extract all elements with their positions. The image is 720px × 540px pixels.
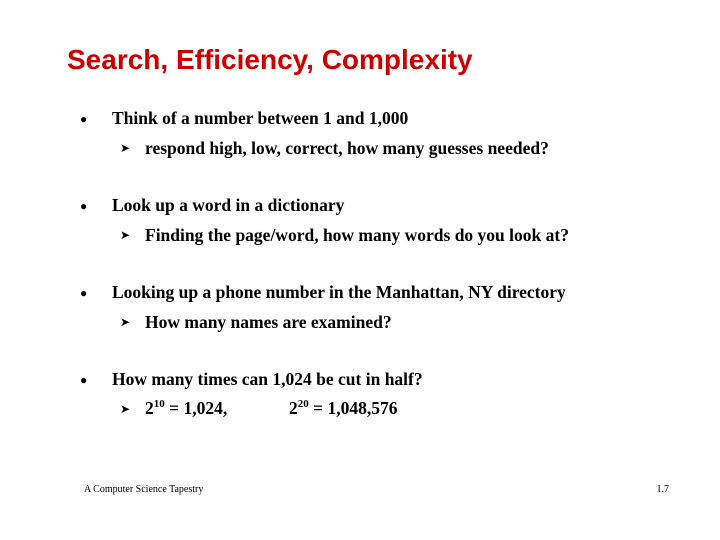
bullet-icon: ●: [80, 286, 88, 300]
power-exponent: 10: [153, 398, 165, 411]
bullet-icon: ●: [80, 373, 88, 387]
bullet-text: Think of a number between 1 and 1,000: [112, 108, 409, 128]
power-expression-2: [289, 398, 397, 419]
sub-bullet-text: respond high, low, correct, how many guesses needed?: [145, 138, 549, 158]
power-base: 2: [289, 398, 298, 418]
sub-bullet-text: Finding the page/word, how many words do you look at?: [145, 225, 569, 245]
footer-title: A Computer Science Tapestry: [84, 484, 204, 495]
bullet-text: How many times can 1,024 be cut in half?: [112, 369, 423, 389]
power-exponent: 20: [297, 398, 309, 411]
power-base: 2: [145, 398, 154, 418]
arrow-bullet-icon: ➤: [120, 315, 131, 329]
arrow-bullet-icon: ➤: [120, 228, 131, 242]
sub-bullet-text: How many names are examined?: [145, 312, 392, 332]
bullet-text: Looking up a phone number in the Manhattan, NY directory: [112, 282, 566, 302]
bullet-text: Look up a word in a dictionary: [112, 195, 345, 215]
arrow-bullet-icon: ➤: [120, 402, 131, 416]
power-result: = 1,024,: [164, 398, 228, 418]
slide-number: 1.7: [656, 484, 669, 495]
bullet-icon: ●: [80, 112, 88, 126]
bullet-icon: ●: [80, 199, 88, 213]
power-expression-1: [145, 398, 227, 419]
power-result: = 1,048,576: [308, 398, 398, 418]
slide-title: Search, Efficiency, Complexity: [67, 44, 473, 75]
arrow-bullet-icon: ➤: [120, 141, 131, 155]
